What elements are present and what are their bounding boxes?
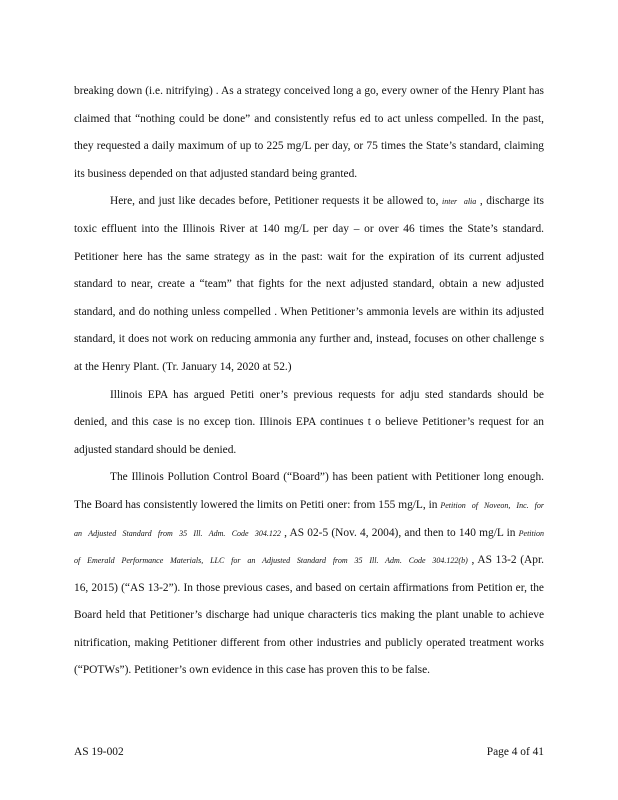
paragraph-4-part3: , AS 13-2 (Apr. 16, 2015) (“AS 13-2”). In those previous cases, and based on certain affirmations from Petition er, the Board held that Petitioner’s discharge had unique characteris tics making the plant unable to achieve nitrification, making Petitioner different from other industries and publicly operated treatment works (“POTWs”). Petitioner’s own evidence in this case has proven this to be false. bbox=[74, 554, 544, 677]
case-citation-emerald: Petition of Emerald Performance Materials, LLC for an Adjusted Standard from 35 Ill. Adm. Code 304.122(b) bbox=[74, 528, 544, 566]
paragraph-3: Illinois EPA has argued Petiti oner’s previous requests for adju sted standards should be denied, and this case is no excep tion. Illinois EPA continues t o believe Petitioner’s request for an adjusted standard should be denied. bbox=[74, 388, 544, 456]
paragraph-4 bbox=[74, 464, 544, 685]
case-number: AS 19-002 bbox=[74, 746, 124, 758]
case-citation-noveon: Petition of Noveon, Inc. for an Adjusted Standard from 35 Ill. Adm. Code 304.122 bbox=[74, 500, 544, 538]
paragraph-2 bbox=[74, 188, 544, 381]
paragraph-2-italic: inter alia bbox=[442, 197, 477, 207]
paragraph-2-after: , discharge its toxic effluent into the Illinois River at 140 mg/L per day – or over 46 times the State’s standard. Petitioner here has the same strategy as in the past: wait for the expiration of its current adjusted standard to near, create a “team” that fights for the next adjusted standard, obtain a new adjusted standard, and do nothing unless compelled . When Petitioner’s ammonia levels are within its adjusted standard, it does not work on reducing ammonia any further and, instead, focuses on other challenge s at the Henry Plant. (Tr. January 14, 2020 at 52.) bbox=[74, 195, 544, 373]
page-number: Page 4 of 41 bbox=[486, 746, 544, 758]
paragraph-1: breaking down (i.e. nitrifying) . As a strategy conceived long a go, every owner of the Henry Plant has claimed that “nothing could be done” and consistently refus ed to act unless compelled. In the past, they requested a daily maximum of up to 225 mg/L per day, or 75 times the State’s standard, claiming its business depended on that adjusted standard being granted. bbox=[74, 85, 544, 180]
paragraph-4-part2: , AS 02-5 (Nov. 4, 2004), and then to 140 mg/L in bbox=[284, 526, 516, 539]
paragraph-4-part1: The Illinois Pollution Control Board (“Board”) has been patient with Petitioner long enough. The Board has consistently lowered the limits on Petiti oner: from 155 mg/L, in bbox=[74, 471, 544, 511]
paragraph-2-before: Here, and just like decades before, Petitioner requests it be allowed to, bbox=[110, 195, 439, 208]
body-text bbox=[74, 78, 544, 685]
